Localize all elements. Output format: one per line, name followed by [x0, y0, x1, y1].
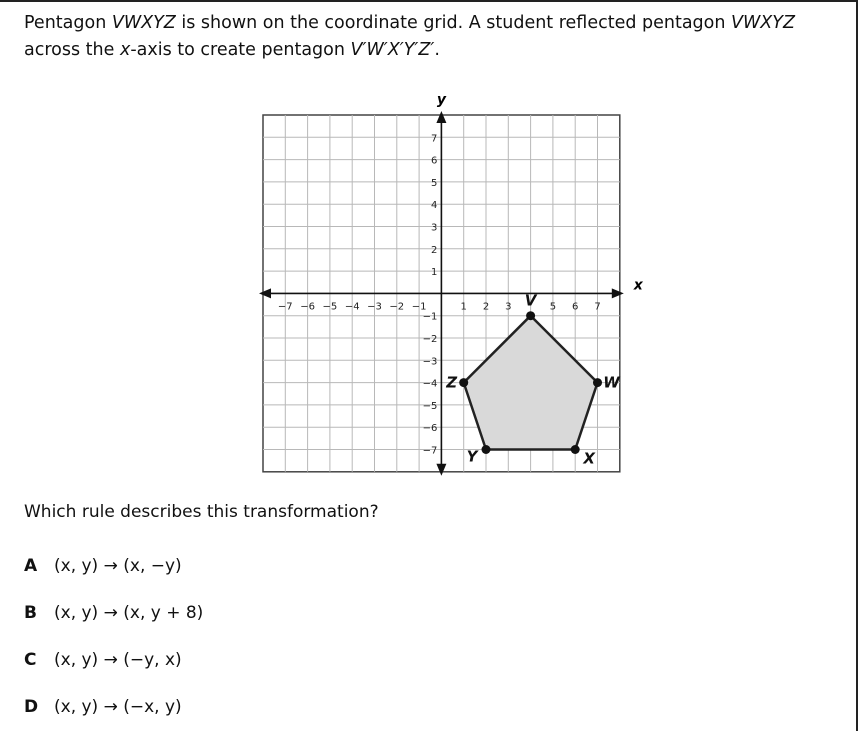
- choice-expression: (x, y) → (x, y + 8): [54, 603, 204, 623]
- x-tick-label: −3: [367, 301, 382, 313]
- y-tick-label: −3: [422, 356, 438, 368]
- choice-a[interactable]: [24, 556, 182, 576]
- choice-expression: (x, y) → (x, −y): [54, 556, 182, 576]
- prompt-line-1: [24, 10, 854, 37]
- y-tick-label: −2: [422, 334, 438, 345]
- choice-letter: A: [24, 556, 38, 576]
- question-text: Which rule describes this transformation?: [24, 502, 379, 522]
- y-tick-label: −4: [422, 378, 438, 390]
- y-tick-label: 6: [431, 155, 438, 167]
- prompt-text: is shown on the coordinate grid. A student reflected pentagon: [175, 13, 732, 33]
- image-pentagon-name: V′W′X′Y′Z′: [350, 40, 435, 60]
- vertex-v-point: [526, 311, 535, 320]
- top-border: [0, 0, 858, 2]
- y-tick-label: 2: [431, 244, 438, 256]
- choice-letter: B: [24, 603, 37, 623]
- vertex-w-point: [593, 378, 602, 387]
- x-tick-label: 2: [482, 301, 490, 313]
- x-tick-label: 3: [505, 301, 512, 313]
- prompt-text: across the: [24, 40, 120, 60]
- x-tick-label: 6: [572, 301, 579, 313]
- y-tick-label: −7: [422, 445, 438, 457]
- x-tick-label: 7: [594, 301, 601, 313]
- vertex-y-label: Y: [466, 447, 478, 466]
- y-tick-label: 1: [431, 267, 438, 279]
- x-variable: x: [119, 40, 131, 60]
- y-tick-label: −6: [422, 423, 438, 435]
- choice-b[interactable]: [24, 603, 203, 623]
- y-tick-label: −5: [422, 400, 438, 412]
- vertex-v-label: V: [524, 291, 537, 310]
- choice-c[interactable]: [24, 650, 182, 670]
- choice-expression: (x, y) → (−x, y): [54, 697, 182, 717]
- x-tick-label: −7: [277, 301, 293, 313]
- y-tick-label: 3: [431, 222, 438, 234]
- x-tick-label: −2: [389, 301, 405, 313]
- prompt-line-2: [24, 37, 854, 64]
- choice-letter: D: [24, 697, 39, 717]
- y-tick-label: 7: [431, 133, 438, 145]
- x-tick-label: −5: [322, 301, 338, 313]
- vertex-x-label: X: [583, 449, 595, 468]
- x-tick-label: −1: [411, 301, 427, 313]
- x-tick-label: 5: [549, 301, 557, 313]
- coordinate-grid: [255, 90, 643, 480]
- pentagon-name: VWXYZ: [731, 13, 795, 33]
- x-tick-label: −4: [344, 301, 360, 313]
- prompt-text: .: [434, 40, 440, 60]
- y-axis-label: y: [436, 92, 446, 108]
- choice-expression: (x, y) → (−y, x): [54, 650, 182, 670]
- pentagon-name: VWXYZ: [111, 13, 176, 33]
- x-axis-label: x: [633, 277, 643, 294]
- choice-d[interactable]: [24, 697, 182, 717]
- vertex-z-label: Z: [446, 373, 458, 392]
- x-tick-label: −6: [300, 301, 315, 313]
- prompt-text: -axis to create pentagon: [130, 40, 351, 60]
- question-prompt: [24, 10, 854, 64]
- y-tick-label: −1: [422, 311, 438, 323]
- choice-letter: C: [24, 650, 37, 670]
- y-tick-label: 5: [431, 177, 438, 189]
- vertex-z-point: [459, 378, 468, 387]
- y-tick-label: 4: [431, 200, 438, 212]
- vertex-x-point: [571, 445, 580, 454]
- prompt-text: Pentagon: [24, 13, 112, 33]
- x-tick-label: 1: [460, 301, 467, 313]
- vertex-y-point: [482, 445, 491, 454]
- vertex-w-label: W: [603, 373, 620, 392]
